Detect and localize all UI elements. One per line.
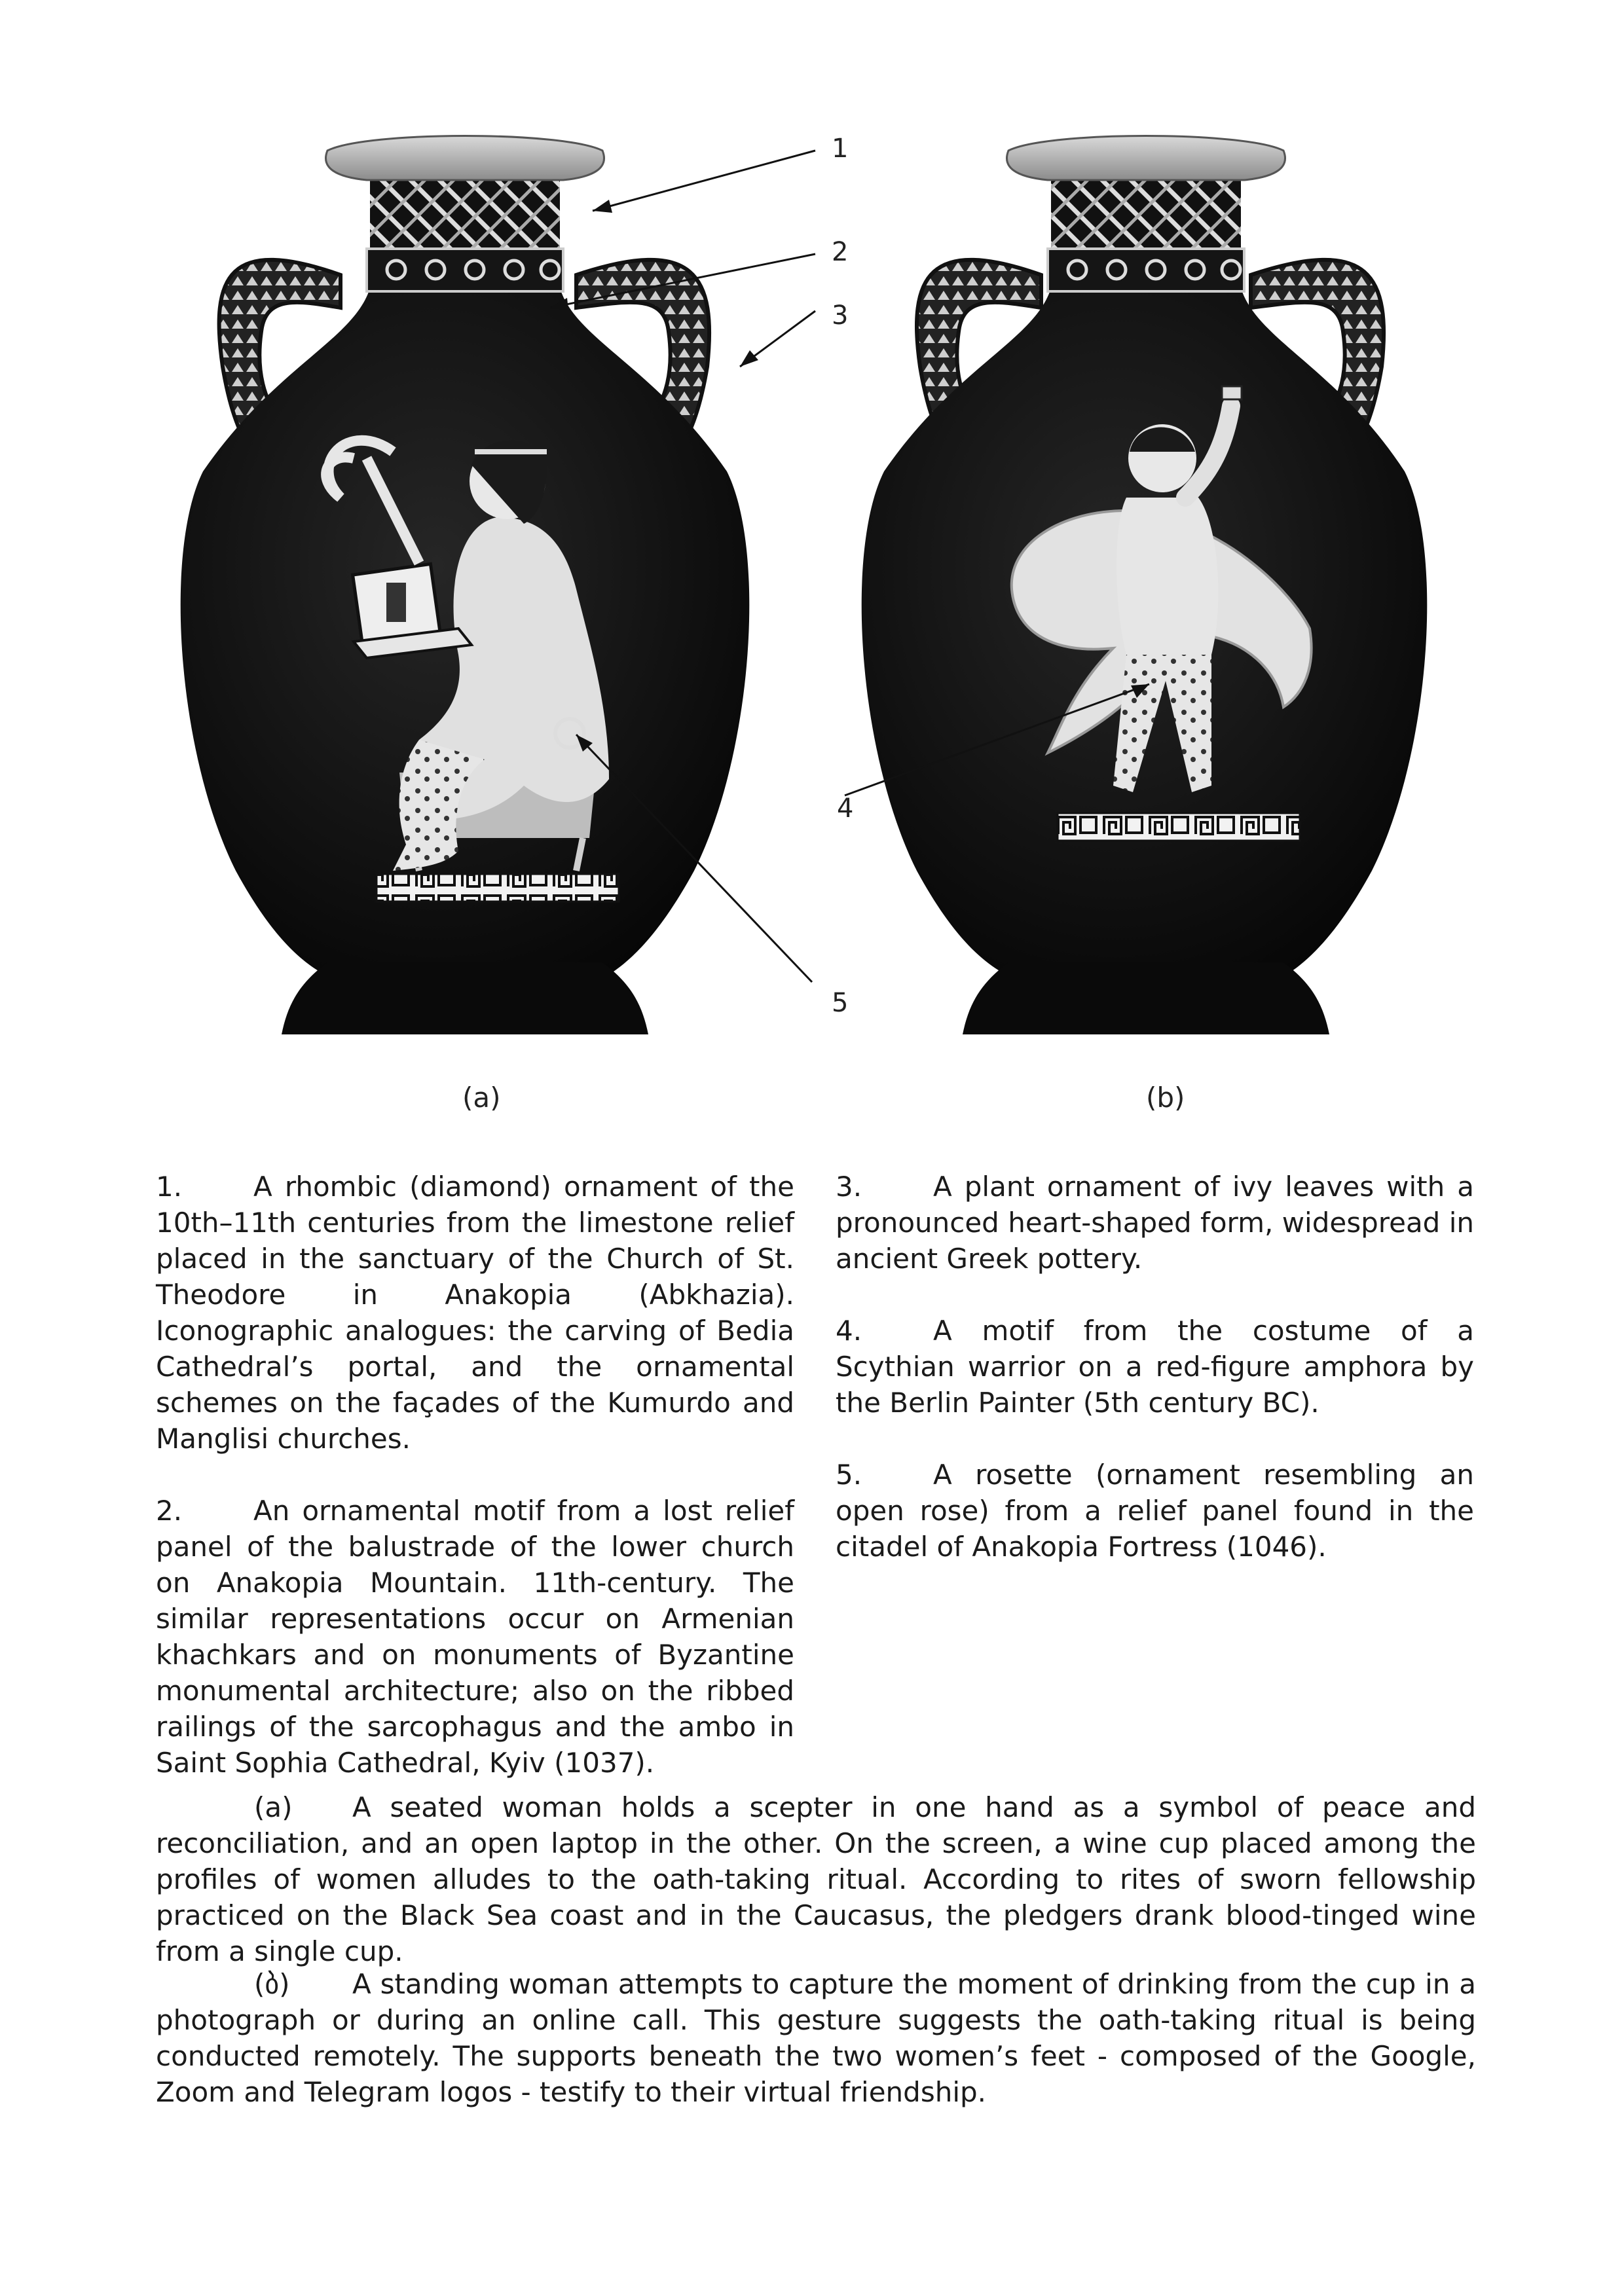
vase-b-lip [1007,136,1285,181]
vase-b-meander [1058,813,1300,841]
note-5 [836,1457,1474,1565]
vase-a-lip [326,136,604,181]
callout-2: 2 [832,237,849,267]
caption-a-label: (a) [254,1791,293,1823]
callout-1: 1 [832,134,849,164]
vase-b [862,136,1428,1035]
note-3-number: 3. [836,1171,862,1203]
panel-label-b: (b) [1146,1082,1185,1114]
note-2-text: An ornamental motif from a lost relief panel of the balustrade of the lower church on Anakopia Mountain. 11th-century. The similar representations occur on Armenian khachkars and on monuments of Byzantine monumental architecture; also on the ribbed railings of the sarcophagus and the ambo in Saint Sophia Cathedral, Kyiv (1037). [156,1495,794,1779]
note-1-text: A rhombic (diamond) ornament of the 10th–11th centuries from the limestone relief placed in the sanctuary of the Church of St. Theodore in Anakopia (Abkhazia). Iconographic analogues: the carving of Bedia Cathedral’s portal, and the ornamental schemes on the façades of the Kumurdo and Manglisi churches. [156,1171,794,1455]
note-3-text: A plant ornament of ivy leaves with a pronounced heart-shaped form, widespread in ancient Greek pottery. [836,1171,1474,1275]
caption-b-label: (ბ) [254,1968,290,2000]
note-4-text: A motif from the costume of a Scythian warrior on a red-figure amphora by the Berlin Painter (5th century BC). [836,1315,1474,1419]
caption-b [156,1966,1476,2110]
caption-a-text: A seated woman holds a scepter in one hand as a symbol of peace and reconciliation, and an open laptop in the other. On the screen, a wine cup placed among the profiles of women alludes to the oath-taking ritual. According to rites of sworn fellowship practiced on the Black Sea coast and in the Caucasus, the pledgers drank blood-tinged wine from a single cup. [156,1791,1476,1967]
vase-a-meander [377,874,619,902]
note-1 [156,1169,794,1457]
vase-a [181,136,750,1035]
callout-5: 5 [832,988,849,1018]
note-2-number: 2. [156,1495,183,1527]
caption-b-text: A standing woman attempts to capture the moment of drinking from the cup in a photograph or during an online call. This gesture suggests the oath-taking ritual is being conducted remotely. The supports beneath the two women’s feet - composed of the Google, Zoom and Telegram logos - testify to their virtual friendship. [156,1968,1476,2108]
note-2 [156,1493,794,1781]
vase-a-neck-weave [370,177,560,249]
callout-4: 4 [837,793,854,824]
notes-right-column [836,1169,1474,1601]
vase-b-neck-weave [1051,177,1241,249]
note-3 [836,1169,1474,1277]
callout-3: 3 [832,301,849,331]
note-5-number: 5. [836,1459,862,1491]
note-5-text: A rosette (ornament resembling an open rose) from a relief panel found in the citadel of Anakopia Fortress (1046). [836,1459,1474,1563]
notes-left-column [156,1169,794,1817]
note-4 [836,1313,1474,1421]
caption-a [156,1789,1476,1969]
panel-label-a: (a) [462,1082,501,1114]
note-4-number: 4. [836,1315,862,1347]
note-1-number: 1. [156,1171,183,1203]
